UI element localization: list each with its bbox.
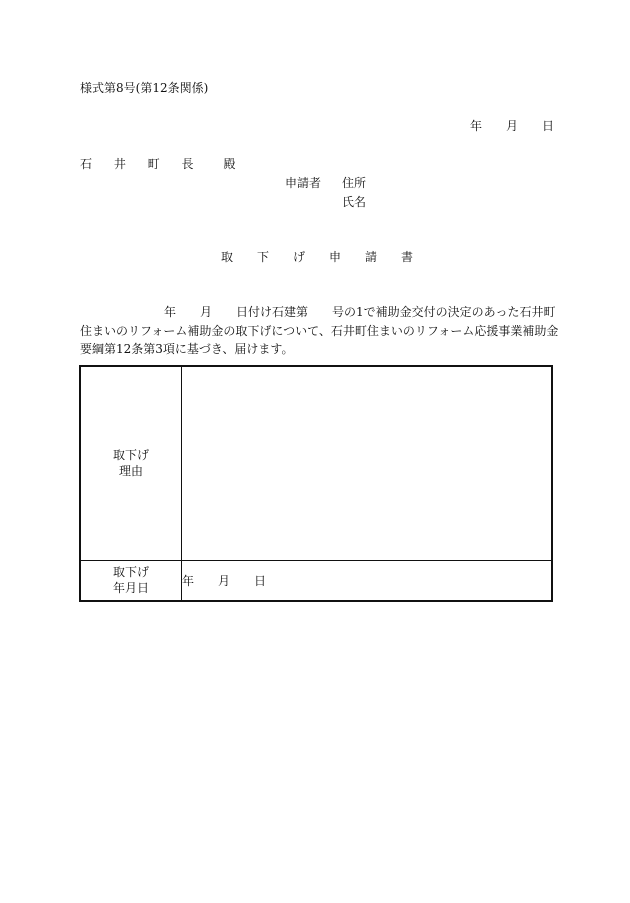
reason-label <box>80 366 182 560</box>
reason-label-line-1: 取下げ <box>112 448 149 463</box>
document-title: 取下げ申請書 <box>221 250 438 264</box>
withdrawal-date-field[interactable] <box>182 560 553 601</box>
reason-row <box>80 366 552 560</box>
address-label: 住所 <box>342 176 367 190</box>
date-label-line-1: 取下げ <box>112 565 149 580</box>
field-year: 年 <box>182 573 195 588</box>
reason-field[interactable] <box>182 366 553 560</box>
body-line-3: 要綱第12条第3項に基づき、届けます。 <box>80 342 294 356</box>
body-text <box>80 303 559 359</box>
addressee: 石 井 町 長 殿 <box>80 157 245 171</box>
body-line-1: 年 月 日付け石建第 号の1で補助金交付の決定のあった石井町 <box>80 305 556 319</box>
withdrawal-form-table <box>79 365 553 602</box>
date-label-line-2: 年月日 <box>112 581 149 596</box>
reason-label-line-2: 理由 <box>118 464 143 479</box>
applicant-label: 申請者 <box>285 176 322 190</box>
name-label: 氏名 <box>342 195 367 209</box>
field-month: 月 <box>218 573 231 588</box>
date-year: 年 <box>470 119 483 133</box>
submission-date <box>470 118 554 134</box>
date-row <box>80 560 552 601</box>
field-day: 日 <box>254 573 267 588</box>
date-month: 月 <box>506 119 519 133</box>
date-day: 日 <box>542 119 555 133</box>
body-line-2: 住まいのリフォーム補助金の取下げについて、石井町住まいのリフォーム応援事業補助金 <box>80 323 559 338</box>
withdrawal-date-label <box>80 560 182 601</box>
form-number: 様式第8号(第12条関係) <box>80 81 209 95</box>
